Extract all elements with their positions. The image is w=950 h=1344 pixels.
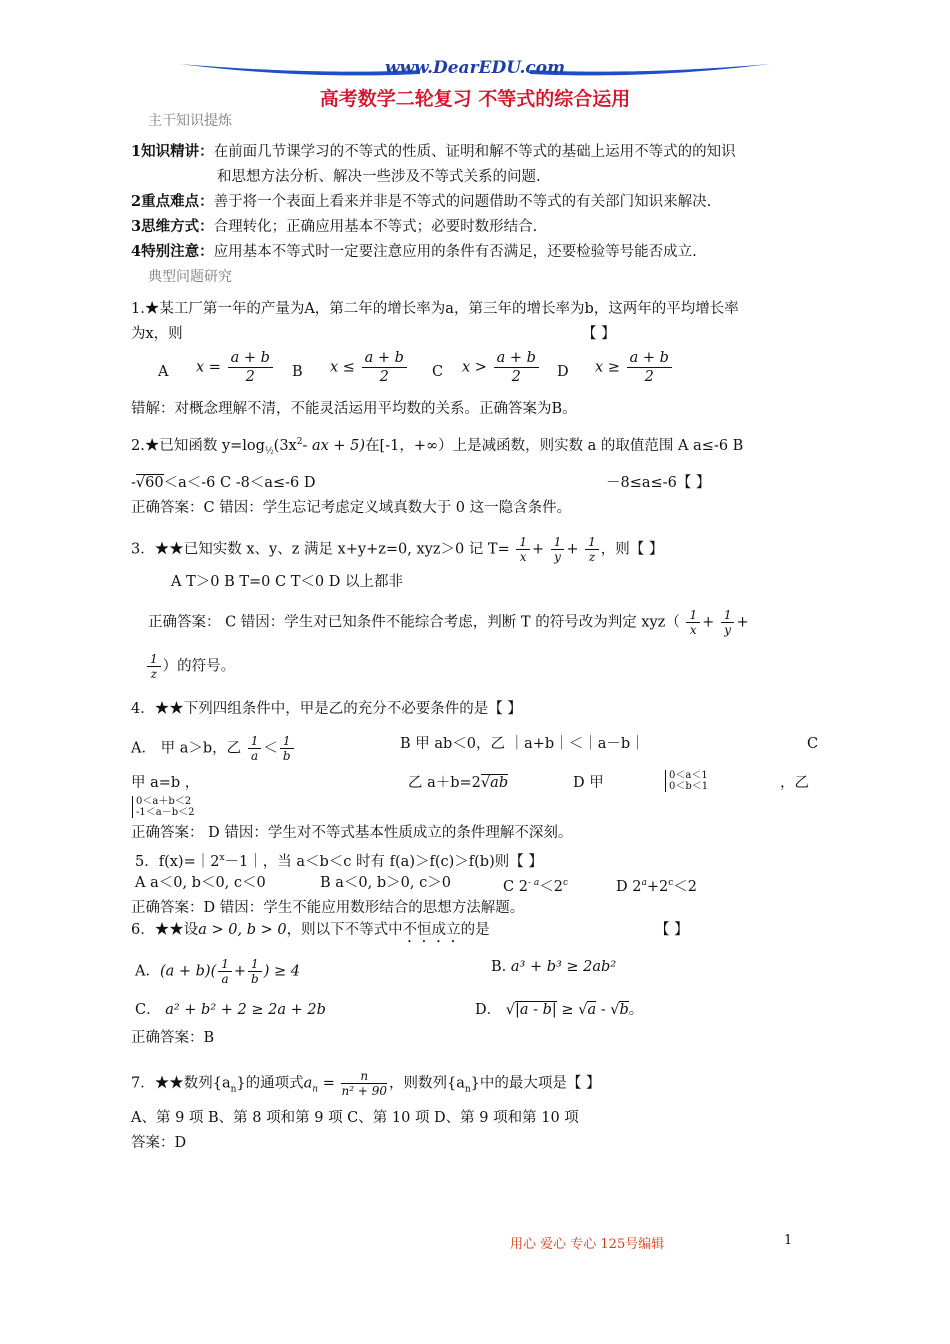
q2-answer: 正确答案：C 错因：学生忘记考虑定义域真数大于 0 这一隐含条件。 bbox=[131, 500, 572, 516]
point-1-text: 在前面几节课学习的不等式的性质、证明和解不等式的基础上运用不等式的的知识 bbox=[213, 144, 736, 160]
point-2 bbox=[131, 192, 711, 212]
q1-option-c: x > $\frac{a + b}{2}$ bbox=[462, 349, 541, 386]
q4-option-c-cont: 乙 a＋b=2√ab bbox=[408, 775, 509, 791]
q1-option-d-label: D bbox=[557, 364, 569, 380]
q4-option-d-system-jia: 0＜a＜1 0＜b＜1 bbox=[665, 770, 708, 792]
q1-option-b-label: B bbox=[292, 364, 303, 380]
point-1-text-cont: 和思想方法分析、解决一些涉及不等式关系的问题. bbox=[217, 169, 541, 185]
q5-option-b: B a＜0, b＞0, c＞0 bbox=[320, 875, 451, 891]
q4-option-c: 甲 a=b ， bbox=[131, 775, 200, 791]
site-logo-text[interactable]: www.DearEDU.com bbox=[384, 58, 566, 78]
q1-answer-bracket: 【 】 bbox=[582, 326, 616, 342]
q7-stem: 7．★★数列$\{a_n\}$的通项式$a_n$ = $\frac{n}{\text{n² + 90}}$ ，则数列$\{a_n\}$中的最大项是【 】 bbox=[131, 1069, 601, 1098]
q1-option-d: x ≥ $\frac{a + b}{2}$ bbox=[595, 349, 674, 386]
q3-stem: 3．★★已知实数 x、y、z 满足 x+y+z=0, xyz＞0 记 T= $\frac{1}{x}$ + $\frac{1}{y}$ + $\frac{1}{z}$ ，则【 】 bbox=[131, 535, 664, 564]
q1-stem: 1.★某工厂第一年的产量为A，第二年的增长率为a，第三年的增长率为b，这两年的平均增长率 bbox=[131, 301, 739, 317]
q1-option-b: x ≤ $\frac{a + b}{2}$ bbox=[330, 349, 409, 386]
section-heading-knowledge: 主干知识提炼 bbox=[148, 113, 232, 129]
q1-answer: 错解：对概念理解不清，不能灵活运用平均数的关系。正确答案为B。 bbox=[131, 401, 577, 417]
q3-answer: 正确答案： C 错因：学生对已知条件不能综合考虑，判断 T 的符号改为判定 xyz（ $\frac{1}{x}$ + $\frac{1}{y}$ + bbox=[148, 608, 749, 637]
point-2-label: 2重点难点： bbox=[131, 193, 214, 210]
q2-option-d: －8≤a≤-6【 】 bbox=[606, 475, 711, 491]
q7-answer: 答案：D bbox=[131, 1135, 187, 1151]
q4-option-d-system-yi: 0＜a＋b＜2 -1＜a－b＜2 bbox=[132, 796, 194, 818]
point-4-text: 应用基本不等式时一定要注意应用的条件有否满足，还要检验等号能否成立. bbox=[213, 244, 697, 260]
q5-option-d: D $2^a+2^c<2$ bbox=[616, 878, 697, 895]
q6-answer-bracket: 【 】 bbox=[655, 922, 689, 938]
q5-option-c: C $2^{- a}<2^c$ bbox=[503, 878, 568, 895]
point-4 bbox=[131, 242, 697, 262]
q6-option-d: D． √|a - b| ≥ √a - √b。 bbox=[475, 1002, 644, 1018]
point-3 bbox=[131, 217, 537, 237]
q1-stem-cont: 为x，则 bbox=[131, 326, 183, 342]
point-1 bbox=[131, 142, 736, 162]
q4-answer: 正确答案： D 错因：学生对不等式基本性质成立的条件理解不深刻。 bbox=[131, 825, 573, 841]
q5-option-a: A a＜0, b＜0, c＜0 bbox=[135, 875, 266, 891]
q7-options: A、第 9 项 B、第 8 项和第 9 项 C、第 10 项 D、第 9 项和第 10 项 bbox=[131, 1110, 579, 1126]
point-2-text: 善于将一个表面上看来并非是不等式的问题借助不等式的有关部门知识来解决. bbox=[213, 194, 712, 210]
point-3-label: 3思维方式： bbox=[131, 218, 214, 235]
q3-options: A T＞0 B T=0 C T＜0 D 以上都非 bbox=[171, 574, 403, 590]
q4-option-d-yi: ，乙 bbox=[780, 775, 809, 791]
q6-option-a: A．(a + b)( $\frac{1}{a}$ + $\frac{1}{b}$ ) ≥ 4 bbox=[135, 957, 300, 986]
q6-option-b: B. a³ + b³ ≥ 2ab² bbox=[491, 959, 617, 975]
point-4-label: 4特别注意： bbox=[131, 243, 214, 260]
q3-answer-cont: $\frac{1}{z}$ ）的符号。 bbox=[145, 652, 235, 681]
q6-option-c: C． a² + b² + 2 ≥ 2a + 2b bbox=[135, 1002, 326, 1018]
q2-stem: 2.★已知函数 $y=\log_{\frac{1}{2}}(3x^2-$ ax + 5)在[-1，+∞）上是减函数，则实数 a 的取值范围 A a≤-6 B bbox=[131, 437, 744, 457]
q5-answer: 正确答案：D 错因：学生不能应用数形结合的思想方法解题。 bbox=[131, 900, 525, 916]
q4-option-b: B 甲 ab＜0，乙 ｜a+b｜＜｜a－b｜ bbox=[400, 736, 645, 752]
page-number: 1 bbox=[784, 1233, 793, 1248]
q4-stem: 4．★★下列四组条件中，甲是乙的充分不必要条件的是【 】 bbox=[131, 701, 522, 717]
point-1-label: 1知识精讲： bbox=[131, 143, 214, 160]
q6-answer: 正确答案：B bbox=[131, 1030, 215, 1046]
section-heading-typical: 典型问题研究 bbox=[148, 269, 232, 285]
q2-stem-cont: -√60＜a＜-6 C -8＜a≤-6 D bbox=[131, 475, 316, 491]
q4-option-c-label: C bbox=[807, 736, 819, 752]
q5-stem: 5．$f(x)=|2^x-1|$，当 a＜b＜c 时有 f(a)＞f(c)＞f(b)则【 】 bbox=[135, 853, 543, 870]
q4-option-d: D 甲 bbox=[573, 775, 604, 791]
q1-option-a: x = $\frac{a + b}{2}$ bbox=[196, 349, 275, 386]
q1-option-a-label: A bbox=[158, 364, 169, 380]
footer-credit: 用心 爱心 专心 125号编辑 bbox=[510, 1237, 665, 1252]
q4-option-a: A． 甲 a＞b，乙 $\frac{1}{a}$ ＜ $\frac{1}{b}$ bbox=[131, 734, 296, 763]
q6-stem: 6．★★设a > 0, b > 0，则以下不等式中不恒成立的是 bbox=[131, 922, 490, 938]
page-title: 高考数学二轮复习 不等式的综合运用 bbox=[319, 88, 631, 110]
point-3-text: 合理转化；正确应用基本不等式；必要时数形结合. bbox=[213, 219, 538, 235]
q1-option-c-label: C bbox=[432, 364, 444, 380]
